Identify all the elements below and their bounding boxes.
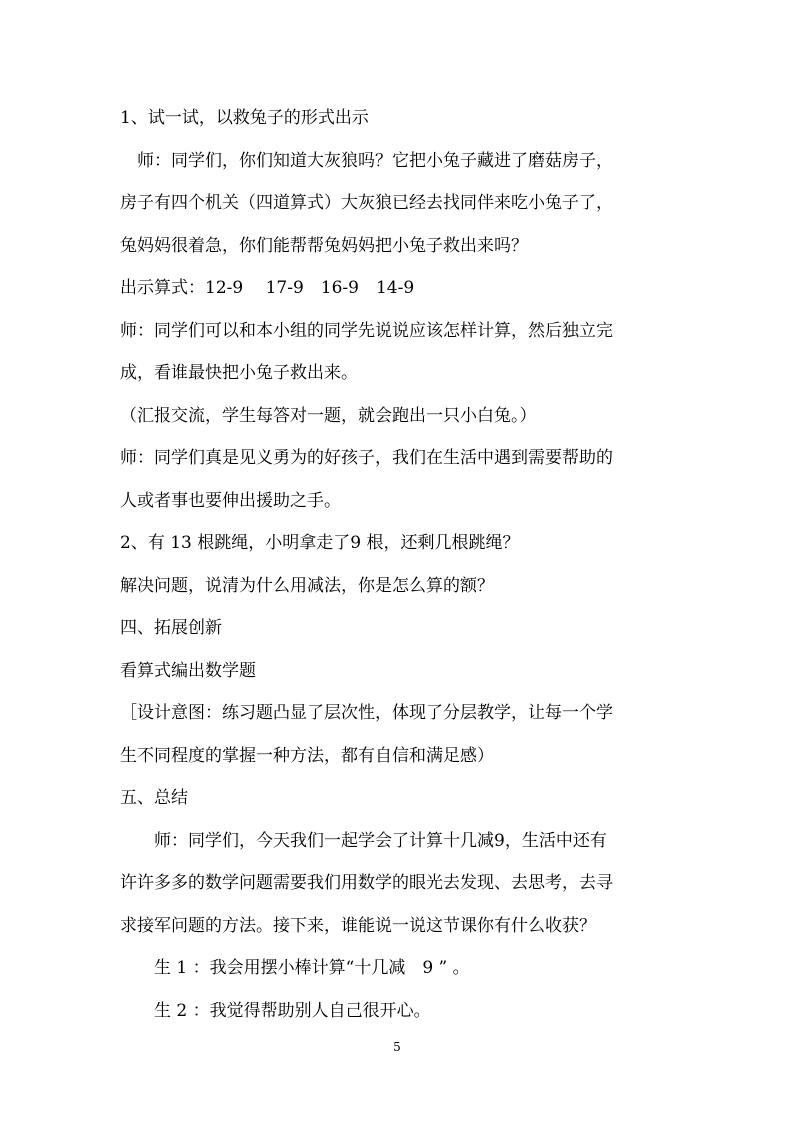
paragraph-line: 2、有 13 根跳绳，小明拿走了9 根，还剩几根跳绳？ xyxy=(120,533,520,553)
paragraph-line: 成，看谁最快把小兔子救出来。 xyxy=(120,363,358,383)
paragraph-line: ［设计意图：练习题凸显了层次性，体现了分层教学，让每一个学 xyxy=(120,703,613,723)
section-heading: 四、拓展创新 xyxy=(120,618,222,638)
paragraph-line: 师：同学们真是见义勇为的好孩子，我们在生活中遇到需要帮助的 xyxy=(120,448,613,468)
paragraph-line: 房子有四个机关（四道算式）大灰狼已经去找同伴来吃小兔子了， xyxy=(120,193,613,213)
paragraph-line: 看算式编出数学题 xyxy=(120,661,256,681)
paragraph-line: 求接军问题的方法。接下来，谁能说一说这节课你有什么收获？ xyxy=(120,916,596,936)
section-heading: 五、总结 xyxy=(120,788,188,808)
page-number: 5 xyxy=(393,1040,401,1054)
paragraph-line: 许许多多的数学问题需要我们用数学的眼光去发现、去思考，去寻 xyxy=(120,873,613,893)
paragraph-line: 生 1 ：我会用摆小棒计算“十几减 9 ” 。 xyxy=(120,958,470,978)
paragraph-line: 师：同学们，今天我们一起学会了计算十几减9，生活中还有 xyxy=(120,831,607,851)
paragraph-line: 兔妈妈很着急，你们能帮帮兔妈妈把小兔子救出来吗？ xyxy=(120,236,528,256)
paragraph-line: 出示算式：12-9 17-9 16-9 14-9 xyxy=(120,278,415,298)
paragraph-line: 师：同学们，你们知道大灰狼吗？它把小兔子藏进了磨菇房子， xyxy=(120,151,613,171)
paragraph-line: 人或者事也要伸出援助之手。 xyxy=(120,491,341,511)
paragraph-line: 师：同学们可以和本小组的同学先说说应该怎样计算，然后独立完 xyxy=(120,321,613,341)
paragraph-line: 1、试一试，以救兔子的形式出示 xyxy=(120,108,369,128)
paragraph-line: 生 2 ：我觉得帮助别人自己很开心。 xyxy=(120,1001,431,1021)
paragraph-line: 解决问题，说清为什么用减法，你是怎么算的额？ xyxy=(120,576,494,596)
paragraph-line: 生不同程度的掌握一种方法，都有自信和满足感） xyxy=(120,746,494,766)
paragraph-line: （汇报交流，学生每答对一题，就会跑出一只小白兔。） xyxy=(120,406,537,426)
